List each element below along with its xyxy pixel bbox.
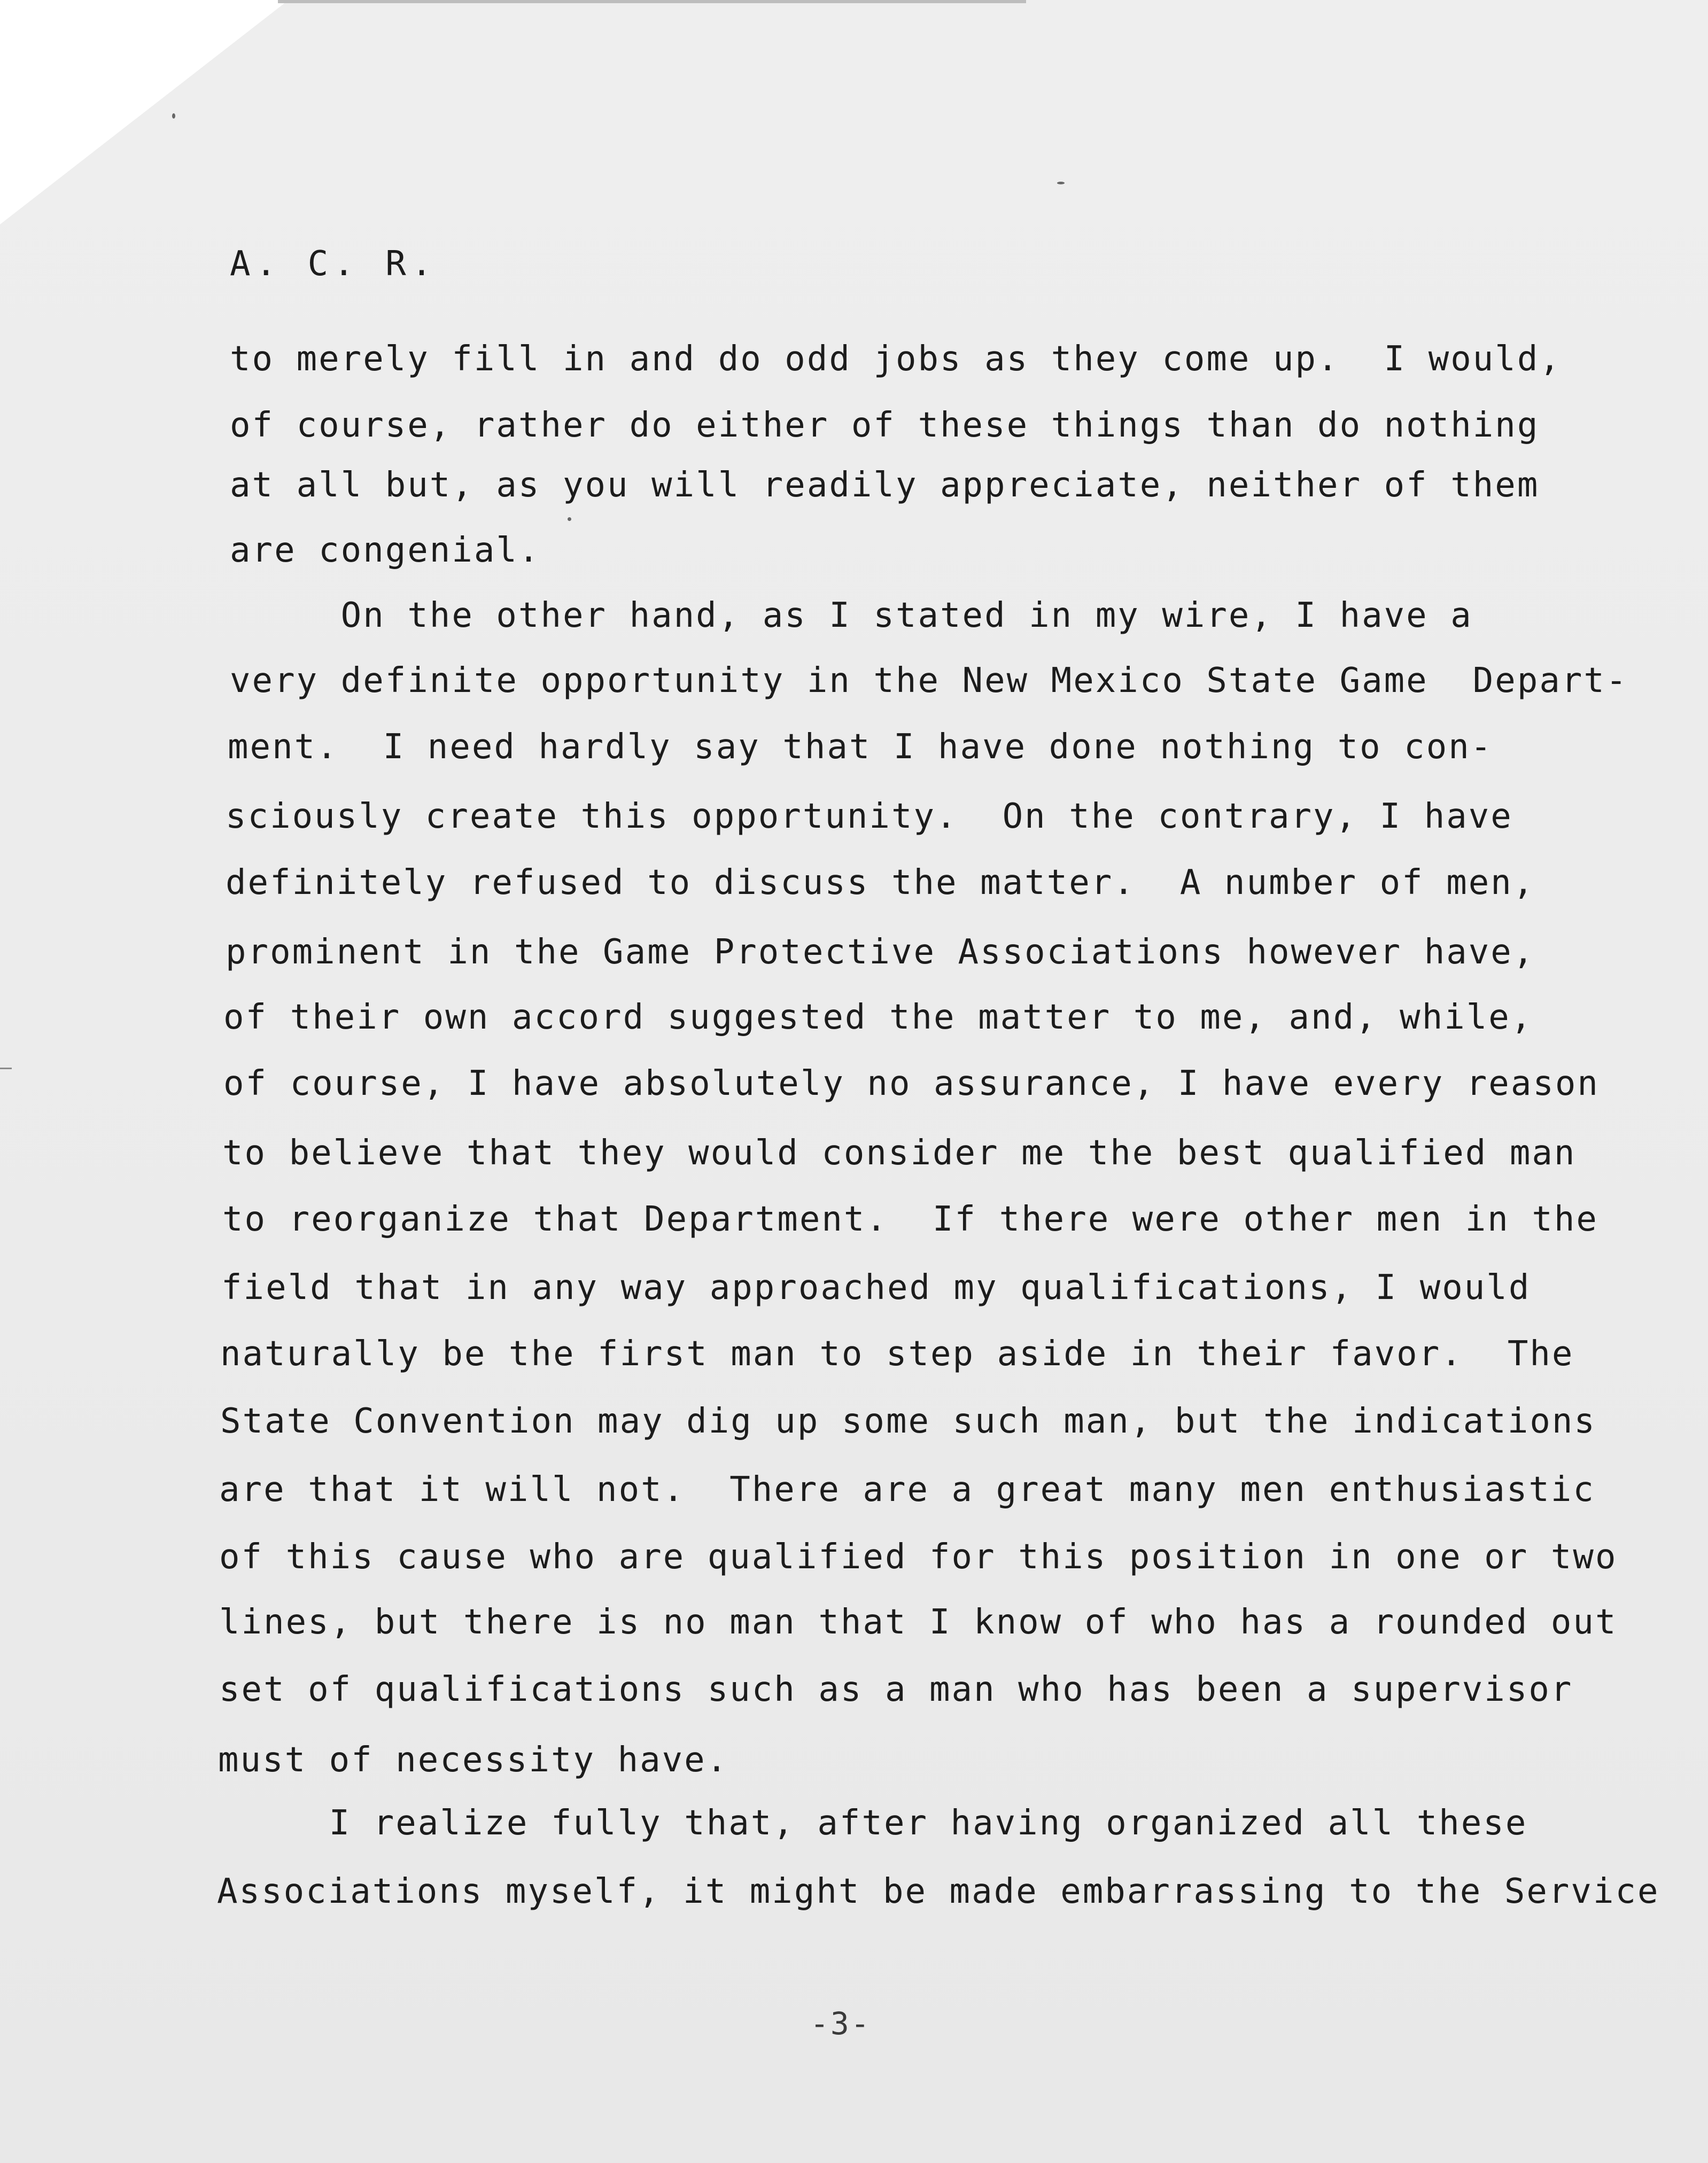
letter-line: Associations myself, it might be made embarrassing to the Service <box>217 1872 1660 1911</box>
letter-line: must of necessity have. <box>218 1740 729 1780</box>
letter-line: of their own accord suggested the matter to me, and, while, <box>223 998 1533 1037</box>
letter-line: of this cause who are qualified for this position in one or two <box>219 1537 1618 1577</box>
letter-line: to believe that they would consider me the best qualified man <box>222 1133 1577 1173</box>
letter-line: of course, rather do either of these things than do nothing <box>230 406 1540 445</box>
letter-line: at all but, as you will readily appreciate, neither of them <box>230 465 1540 505</box>
letter-line: are that it will not. There are a great many men enthusiastic <box>219 1470 1595 1510</box>
letter-line: lines, but there is no man that I know of who has a rounded out <box>219 1602 1618 1642</box>
letter-line: to merely fill in and do odd jobs as they come up. I would, <box>230 339 1562 379</box>
letter-line: very definite opportunity in the New Mexico State Game Depart- <box>230 661 1628 701</box>
page-number: -3- <box>810 2005 871 2042</box>
letter-line: sciously create this opportunity. On the contrary, I have <box>226 797 1513 836</box>
letter-line: naturally be the first man to step aside in their favor. The <box>220 1334 1574 1374</box>
letter-line: of course, I have absolutely no assurance, I have every reason <box>223 1064 1600 1103</box>
letter-line: State Convention may dig up some such man, but the indications <box>220 1402 1596 1441</box>
letter-line: prominent in the Game Protective Associations however have, <box>226 932 1535 972</box>
letter-line: are congenial. <box>230 531 541 570</box>
letter-line: set of qualifications such as a man who has been a supervisor <box>219 1670 1573 1709</box>
letter-line: field that in any way approached my qualifications, I would <box>221 1268 1531 1308</box>
letter-header: A. C. R. <box>230 244 438 284</box>
letter-line: On the other hand, as I stated in my wire, I have a <box>230 596 1473 635</box>
letter-line: definitely refused to discuss the matter. A number of men, <box>226 863 1535 902</box>
letter-line: I realize fully that, after having organized all these <box>218 1803 1528 1843</box>
letter-line: ment. I need hardly say that I have done nothing to con- <box>228 727 1493 767</box>
letter-line: to reorganize that Department. If there were other men in the <box>222 1200 1598 1239</box>
